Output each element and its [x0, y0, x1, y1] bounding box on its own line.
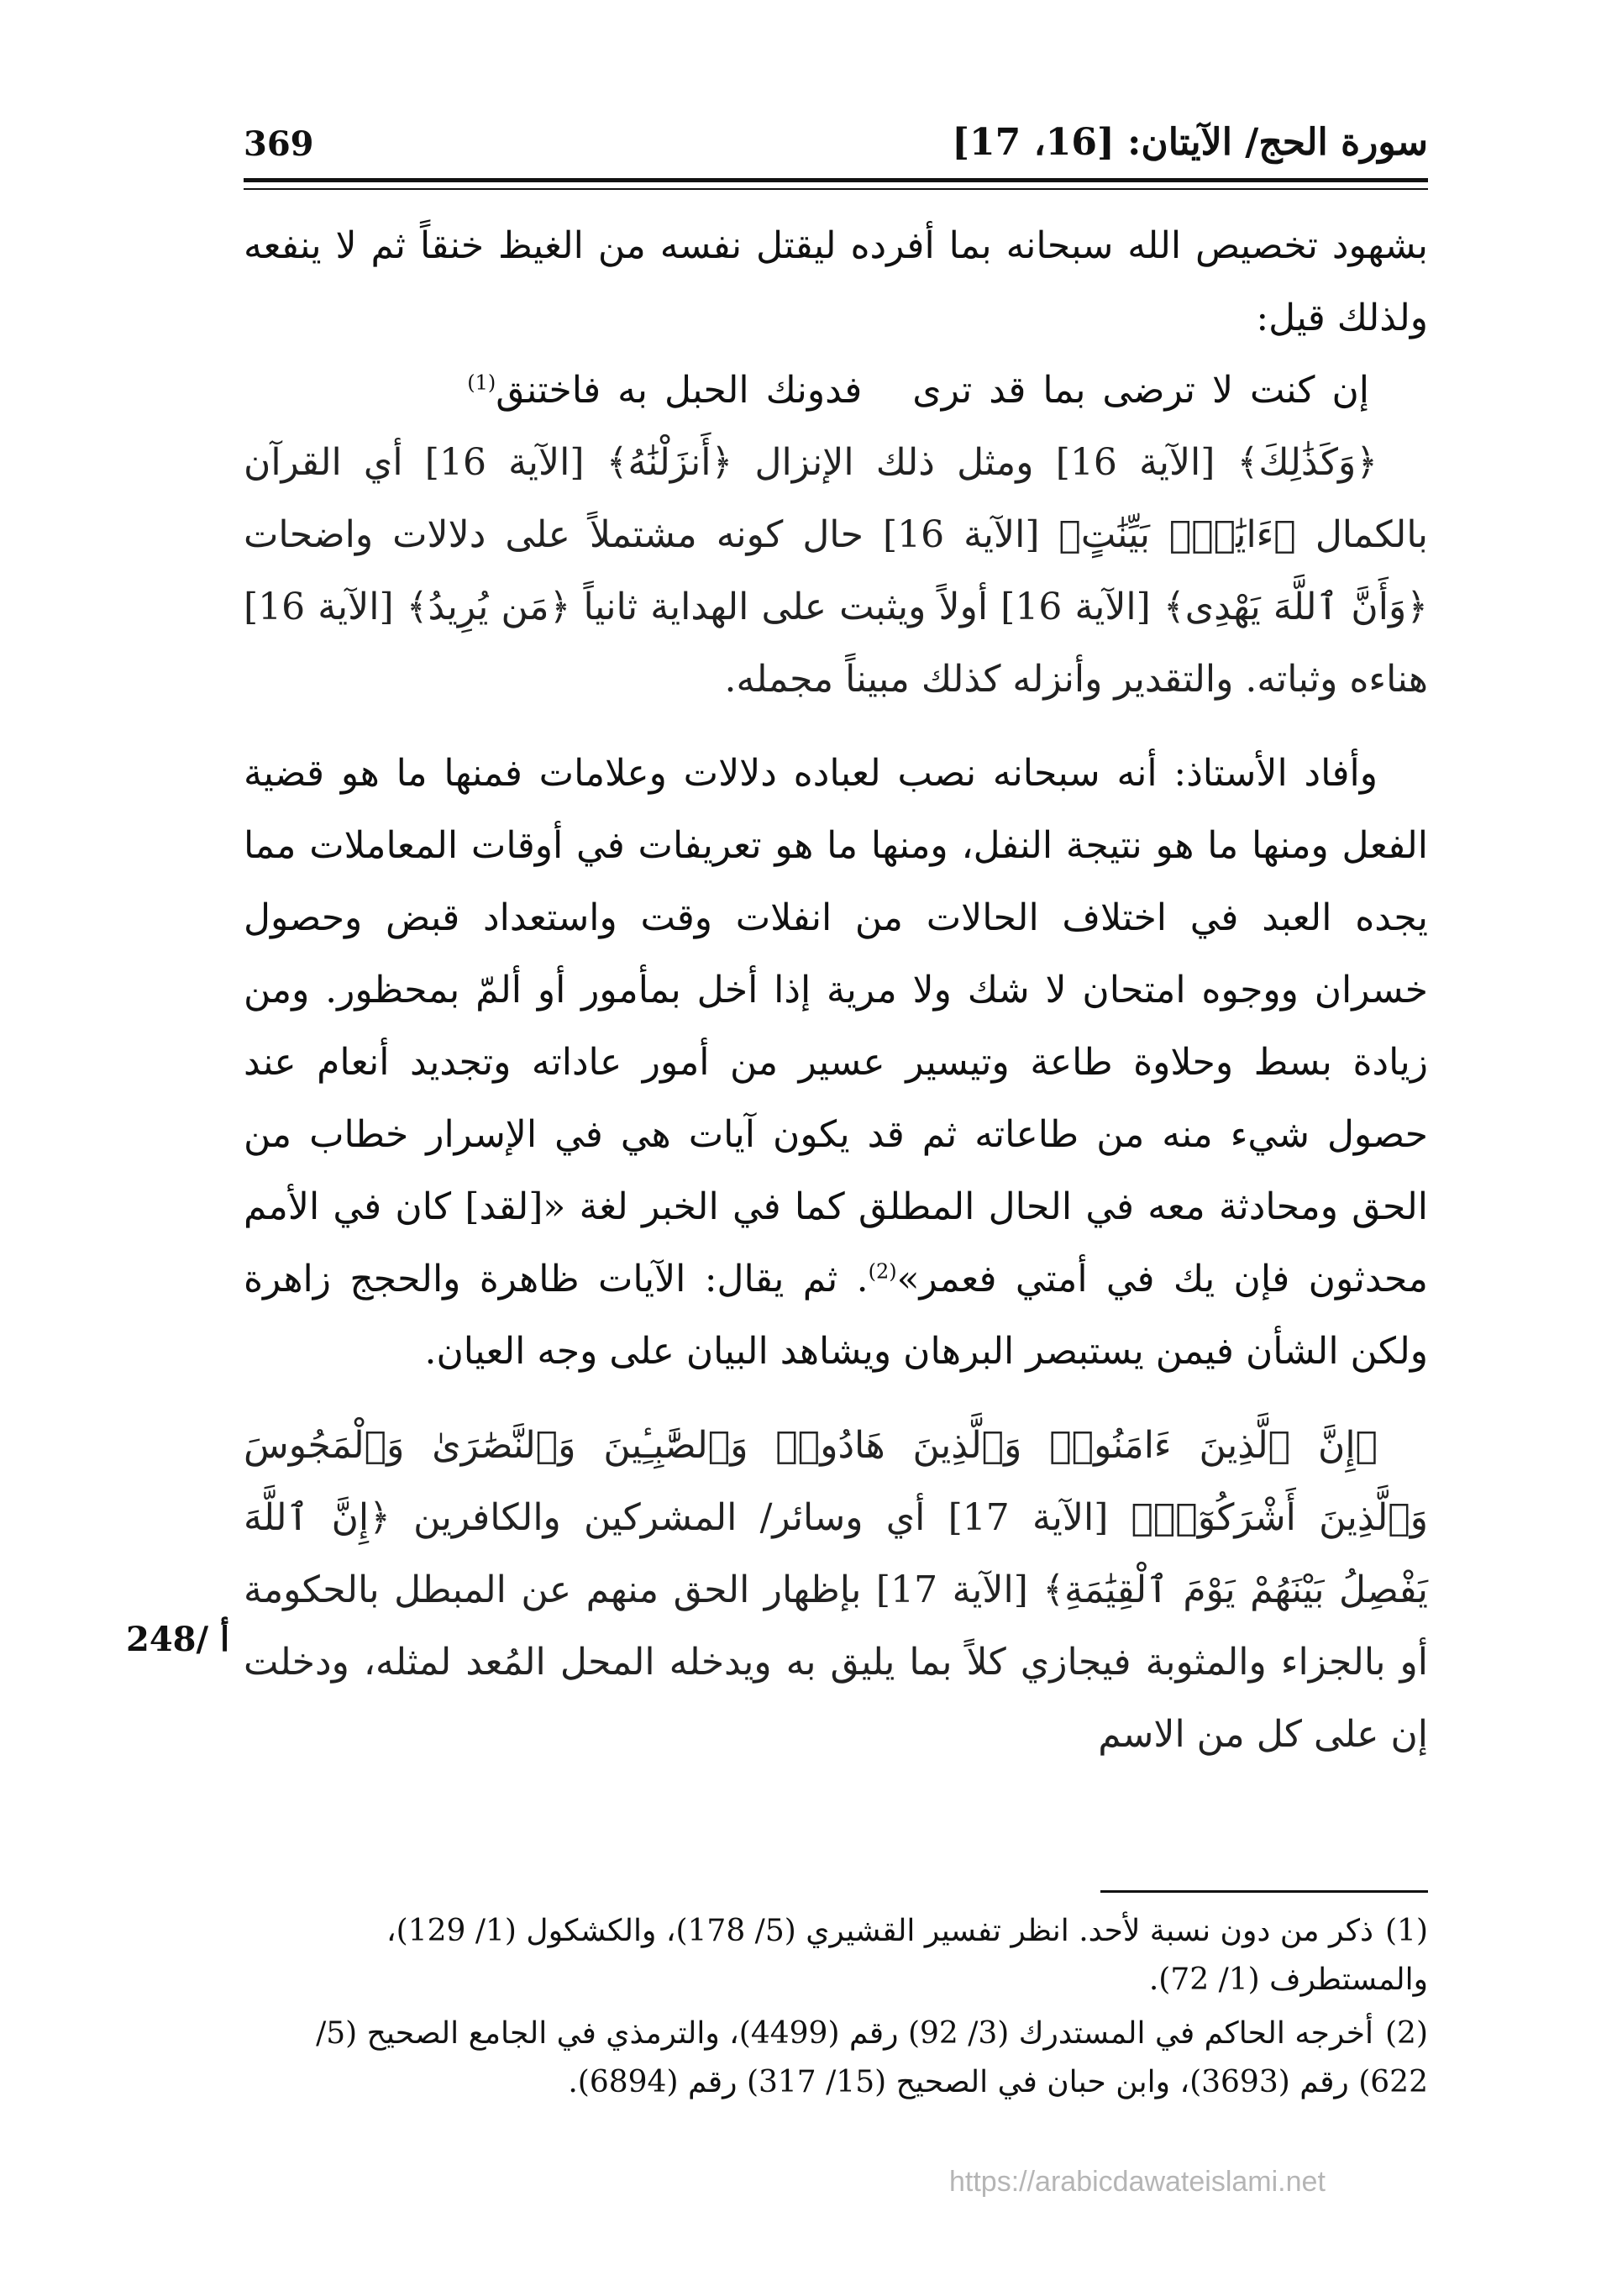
footnote-separator — [1100, 1890, 1428, 1893]
paragraph-3-tail: . ثم يقال: الآيات ظاهرة والحجج زاهرة ولكن الشأن فيمن يستبصر البرهان ويشاهد البيان على وجه العيان. — [244, 1258, 1428, 1373]
footnote-ref-2[interactable]: (2) — [868, 1259, 897, 1284]
paragraph-1: بشهود تخصيص الله سبحانه بما أفرده ليقتل نفسه من الغيظ خنقاً ثم لا ينفعه ولذلك قيل: — [244, 224, 1428, 339]
manuscript-folio-note: 248/ أ — [126, 1620, 230, 1659]
paragraph-2: ﴿وَكَذَٰلِكَ﴾ [الآية 16] ومثل ذلك الإنزال ﴿أَنزَلْنَٰهُ﴾ [الآية 16] أي القرآن بالكمال ﴿ءَايَٰتٍۭ بَيِّنَٰتٍ﴾ [الآية 16] حال كونه مشتملاً على دلالات واضحات ﴿وَأَنَّ ٱللَّهَ يَهْدِى﴾ [الآية 16] أولاً ويثبت على الهداية ثانياً ﴿مَن يُرِيدُ﴾ [الآية 16] هناءه وثباته. والتقدير وأنزله كذلك مبيناً مجمله. — [244, 441, 1428, 701]
footnote-1 — [244, 1907, 1428, 2004]
footnote-ref-1[interactable]: (1) — [467, 370, 496, 395]
poem-hemistich-2-text: فدونك الحبل به فاختنق — [496, 369, 863, 412]
page-header — [244, 118, 1428, 176]
page-number: 369 — [244, 124, 314, 164]
footnote-2 — [244, 2010, 1428, 2107]
header-rule-thick — [244, 178, 1428, 182]
paragraph-4: ﴿إِنَّ ٱلَّذِينَ ءَامَنُوا۟ وَٱلَّذِينَ هَادُوا۟ وَٱلصَّٰبِـِٔينَ وَٱلنَّصَٰرَىٰ وَٱلْمَجُوسَ وَٱلَّذِينَ أَشْرَكُوٓا۟﴾ [الآية 17] أي وسائر/ المشركين والكافرين ﴿إِنَّ ٱللَّهَ يَفْصِلُ بَيْنَهُمْ يَوْمَ ٱلْقِيَٰمَةِ﴾ [الآية 17] بإظهار الحق منهم عن المبطل بالحكومة أو بالجزاء والمثوبة فيجازي كلاً بما يليق به ويدخله المحل المُعد لمثله، ودخلت إن على كل من الاسم — [244, 1424, 1429, 1756]
poem-verse — [244, 355, 1428, 427]
main-text — [244, 210, 1428, 1771]
running-title: سورة الحج/ الآيتان: [16، 17] — [952, 121, 1428, 164]
poem-hemistich-1: إن كنت لا ترضى بما قد ترى — [912, 369, 1369, 412]
footnote-2-text: أخرجه الحاكم في المستدرك (3/ 92) رقم (4499)، والترمذي في الجامع الصحيح (5/ 622) رقم (3693)، وابن حبان في الصحيح (15/ 317) رقم (6894). — [316, 2016, 1428, 2099]
header-rule-thin — [244, 188, 1428, 190]
footnote-1-number: (1) — [1385, 1914, 1428, 1948]
footnote-1-text: ذكر من دون نسبة لأحد. انظر تفسير القشيري (5/ 178)، والكشكول (1/ 129)، والمستطرف (1/ 72). — [386, 1914, 1428, 1997]
paragraph-3-main: وأفاد الأستاذ: أنه سبحانه نصب لعباده دلالات وعلامات فمنها ما هو قضية الفعل ومنها ما هو نتيجة النفل، ومنها ما هو تعريفات في أوقات المعاملات مما يجده العبد في اختلاف الحالات من انفلات وقت واستعداد قبض وحصول خسران ووجوه امتحان لا شك ولا مرية إذا أخل بمأمور أو ألمّ بمحظور. ومن زيادة بسط وحلاوة طاعة وتيسير عسير من أمور عاداته وتجديد أنعام عند حصول شيء منه من طاعاته ثم قد يكون آيات هي في الإسرار خطاب من الحق ومحادثة معه في الحال المطلق كما في الخبر لغة «[لقد] كان في الأمم محدثون فإن يك في أمتي فعمر» — [244, 752, 1428, 1300]
footnote-2-number: (2) — [1385, 2016, 1428, 2051]
poem-hemistich-2 — [467, 355, 862, 427]
paragraph-3 — [244, 738, 1428, 1388]
footnotes — [244, 1907, 1428, 2112]
watermark-url: https://arabicdawateislami.net — [949, 2166, 1326, 2198]
